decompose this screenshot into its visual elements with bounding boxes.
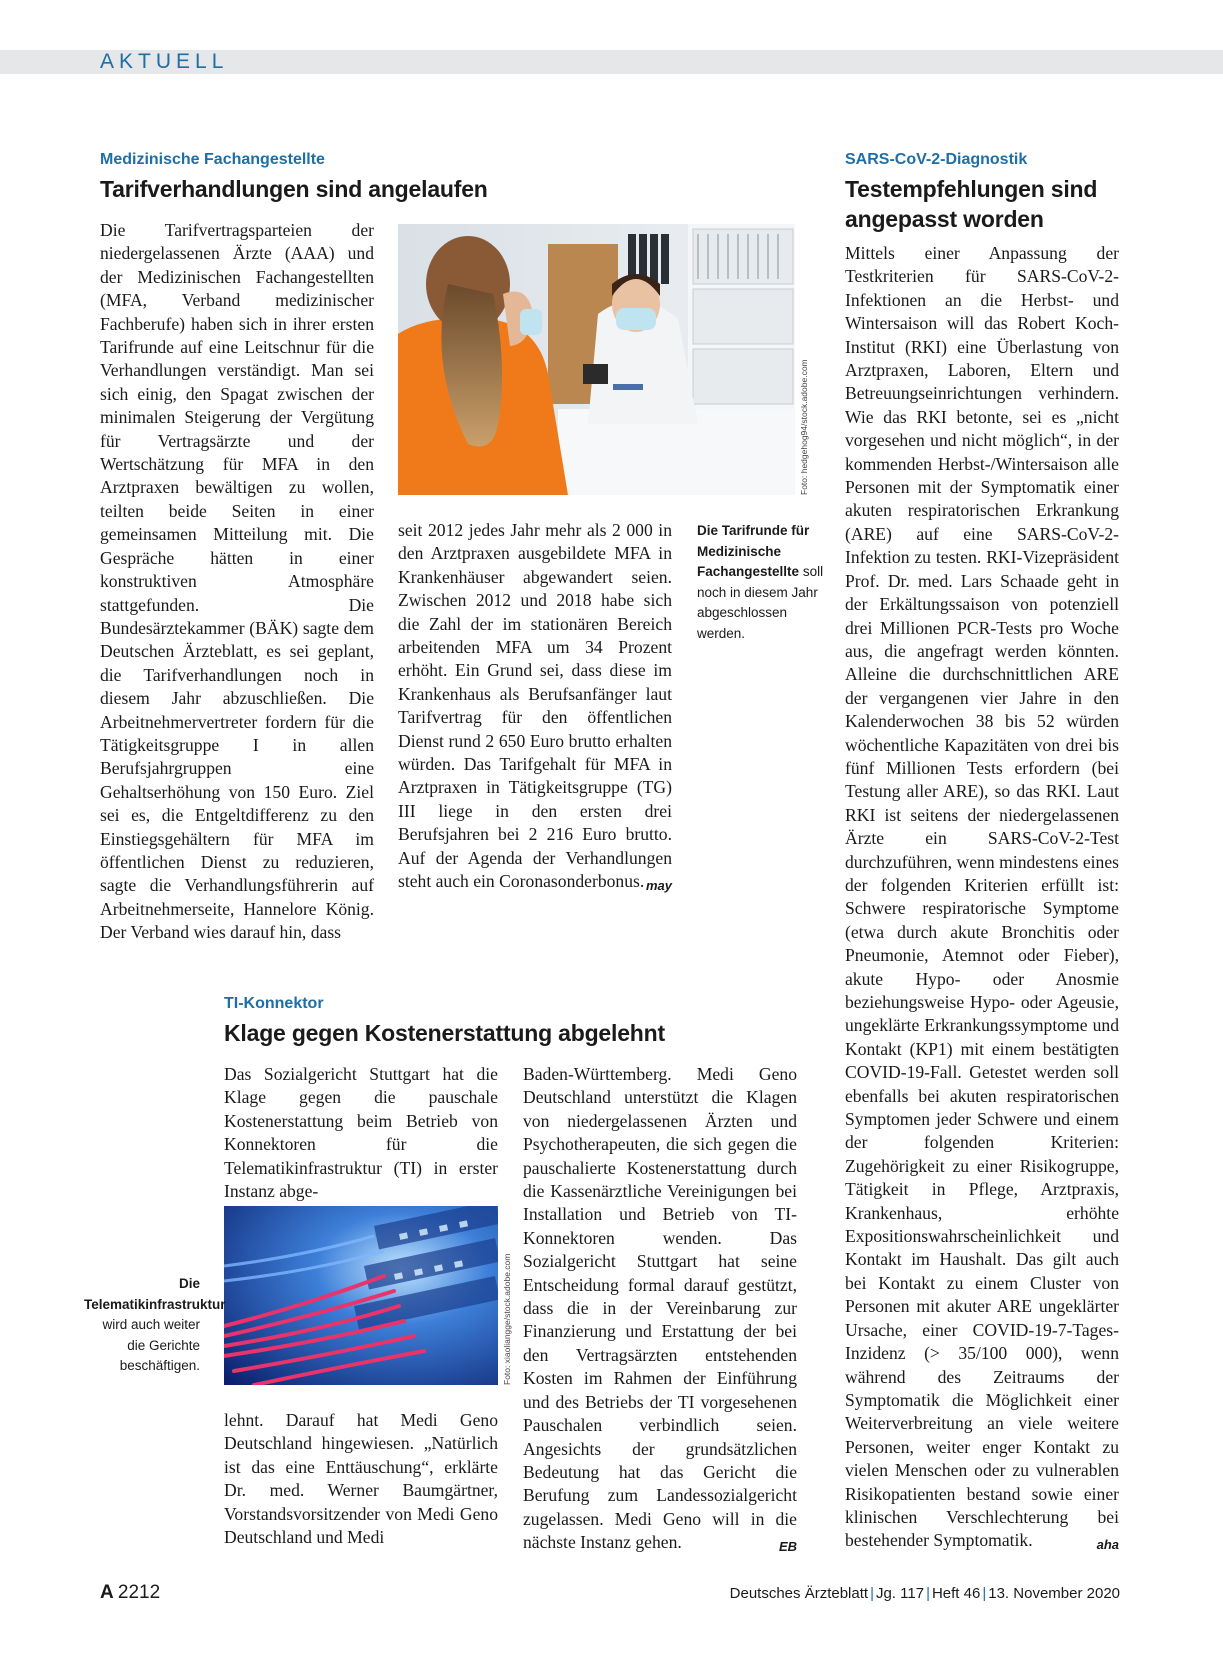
ti-photo (224, 1206, 498, 1385)
mfa-photo-illustration (398, 224, 795, 495)
article3-body (845, 242, 1119, 1557)
article2-column2-text: Baden-Württemberg. Medi Geno Deutschland unterstützt die Klagen von niedergelassenen Ärzten und Psychotherapeuten, die sich gegen die pauschalierte Kostenerstattung durch die Kassenärztliche Vereinigungen bei Installation und Betrieb von TI-Konnektoren wenden. Das Sozialgericht Stuttgart hat seine Entscheidung formal darauf gestützt, dass die in der Vereinbarung zur Finanzierung und Erstattung der bei den Vertragsärzten entstehenden Kosten im Rahmen der Einführung und des Betriebs der TI vorgesehenen Pauschalen verbindlich seien. Angesichts der grundsätzlichen Bedeutung hat das Gericht die Berufung zum Landessozialgericht zugelassen. Medi Geno will in die nächste Instanz gehen. (523, 1064, 797, 1553)
article2-caption-bold: Die Telematikinfrastruktur (84, 1276, 226, 1312)
article3-headline: Testempfehlungen sind angepasst worden (845, 176, 1098, 232)
article1-kicker: Medizinische Fachangestellte (100, 151, 325, 168)
article1-column2-text: seit 2012 jedes Jahr mehr als 2 000 in den Arztpraxen ausgebildete MFA in Krankenhäuser abgewandert seien. Zwischen 2012 und 2018 habe sich die Zahl der im stationären Bereich arbeitenden MFA um 34 Prozent erhöht. Ein Grund sei, dass diese im Krankenhaus als Berufsanfänger laut Tarifvertrag für den öffentlichen Dienst rund 2 650 Euro brutto erhalten würden. Das Tarifgehalt für MFA in Arztpraxen in Tätigkeitsgruppe (TG) III liege in den ersten drei Berufsjahren bei 2 216 Euro brutto. Auf der Agenda der Verhandlungen steht auch ein Coronasonderbonus. (398, 520, 672, 892)
article3-signature: aha (1096, 1537, 1119, 1553)
article2-caption (84, 1274, 226, 1377)
footer-date: 13. November 2020 (988, 1585, 1120, 1602)
article1-signature: may (645, 878, 672, 894)
footer-page-number: 2212 (117, 1582, 161, 1603)
mfa-photo (398, 224, 795, 495)
article3-body-text: Mittels einer Anpassung der Testkriterien für SARS-CoV-2-Infektionen an die Herbst- und Wintersaison will das Robert Koch-Institut (RKI) eine Überlastung von Arztpraxen, Laboren, Eltern und Betreuungseinrichtungen verhindern. Wie das RKI betonte, sei es „nicht vorgesehen und nicht möglich“, in der kommenden Herbst-/Wintersaison alle Personen mit der Symptomatik einer akuten respiratorischen Erkrankung (ARE) auf eine SARS-CoV-2-Infektion zu testen. RKI-Vizepräsident Prof. Dr. med. Lars Schaade geht in der Erkältungssaison von potenziell drei Millionen PCR-Tests pro Woche aus, die angefragt werden könnten. Alleine die durchschnittlichen ARE der vergangenen vier Jahre in den Kalenderwochen 38 bis 52 würden wöchentliche Kapazitäten von drei bis fünf Millionen Tests erfordern (bei Testung aller ARE), so das RKI. Laut RKI ist seitens der niedergelassenen Ärzte ein SARS-CoV-2-Test durchzuführen, wenn mindestens eines der folgenden Kriterien erfüllt ist: Schwere respiratorische Symptome (etwa durch akute Bronchitis oder Pneumonie, Atemnot oder Fieber), akute Hypo- oder Anosmie beziehungsweise Hypo- oder Ageusie, ungeklärte Erkrankungssymptome und Kontakt (KP1) mit einem bestätigten COVID-19-Fall. Getestet werden soll ebenfalls bei akuten respiratorischen Symptomen jeder Schwere und einem der folgenden Kriterien: Zugehörigkeit zu einer Risikogruppe, Tätigkeit in Pflege, Arztpraxis, Krankenhaus, erhöhte Expositionswahrscheinlichkeit und Kontakt im Haushalt. Das gilt auch bei Kontakt zu einem Cluster von Personen mit akuter ARE ungeklärter Ursache, einer COVID-19-7-Tages-Inzidenz (> 35/100 000), wenn während des Zeitraums der Symptomatik die Möglichkeit einer Weiterverbreitung an viele weitere Personen, weiter enger Kontakt zu vielen Menschen oder zu vulnerablen Risikopatienten bestand sowie einer klinischen Verschlechterung bei bestehender Symptomatik. (845, 243, 1119, 1551)
footer-volume: Jg. 117 (875, 1585, 925, 1602)
article1-column1 (100, 219, 374, 945)
article2-kicker: TI-Konnektor (224, 995, 324, 1012)
article1-caption (697, 521, 827, 644)
ti-photo-illustration (224, 1206, 498, 1385)
footer-page-prefix: A (100, 1582, 114, 1603)
section-label: AKTUELL (100, 50, 229, 73)
article1-column1-text: Die Tarifvertragsparteien der niedergelassenen Ärzte (AAA) und der Medizinischen Fachangestellten (MFA, Verband medizinischer Fachberufe) haben sich in ihrer ersten Tarifrunde auf eine Leitschnur für die Verhandlungen verständigt. Man sei sich einig, den Spagat zwischen der minimalen Steigerung der Vergütung für Vertragsärzte und der Wertschätzung für MFA in den Arztpraxen bewältigen zu wollen, teilten beide Seiten in einer gemeinsamen Mitteilung mit. Die Gespräche hätten in einer konstruktiven Atmosphäre stattgefunden. Die Bundesärztekammer (BÄK) sagte dem Deutschen Ärzteblatt, es sei geplant, die Tarifverhandlungen noch in diesem Jahr abzuschließen. Die Arbeitnehmervertreter fordern für die Tätigkeitsgruppe I in allen Berufsjahrgruppen eine Gehaltserhöhung von 150 Euro. Ziel sei es, die Entgeltdifferenz zu den Einstiegsgehältern für MFA im öffentlichen Dienst zu reduzieren, sagte die Verhandlungsführerin auf Arbeitnehmerseite, Hannelore König. Der Verband wies darauf hin, dass (100, 220, 374, 943)
article2-column1-bottom-text: lehnt. Darauf hat Medi Geno Deutschland hingewiesen. „Natürlich ist das eine Enttäuschung“, erklärte Dr. med. Werner Baumgärtner, Vorstandsvorsitzender von Medi Geno Deutschland und Medi (224, 1410, 498, 1548)
article1-headline: Tarifverhandlungen sind angelaufen (100, 176, 488, 202)
article1-caption-bold: Die Tarifrunde für Medizinische Fachangestellte (697, 523, 810, 579)
article1-caption-text: soll noch in diesem Jahr abgeschlossen werden. (697, 564, 824, 641)
article2-headline: Klage gegen Kostenerstattung abgelehnt (224, 1020, 665, 1046)
article2-column2 (523, 1063, 797, 1559)
article1-column2 (398, 519, 672, 898)
article2-signature: EB (778, 1539, 797, 1555)
article2-photo-credit: Foto: xiaoliangge/stock.adobe.com (502, 1253, 512, 1385)
footer-publication (730, 1585, 1120, 1602)
article2-column1-top (224, 1063, 498, 1203)
footer-issue: Heft 46 (931, 1585, 981, 1602)
article3-kicker: SARS-CoV-2-Diagnostik (845, 151, 1028, 168)
footer-separator: | (982, 1585, 987, 1602)
article2-column1-top-text: Das Sozialgericht Stuttgart hat die Klage gegen die pauschale Kostenerstattung beim Betrieb von Konnektoren für die Telematikinfrastruktur (TI) in erster Instanz abge- (224, 1064, 498, 1202)
article2-caption-text: wird auch weiter die Gerichte beschäftigen. (102, 1317, 200, 1373)
footer-journal: Deutsches Ärzteblatt (729, 1585, 869, 1602)
footer-separator: | (870, 1585, 874, 1602)
article2-column1-bottom (224, 1409, 498, 1549)
article1-photo-credit: Foto: hedgehog94/stock.adobe.com (799, 359, 809, 495)
footer-page (100, 1582, 160, 1604)
footer-separator: | (926, 1585, 930, 1602)
